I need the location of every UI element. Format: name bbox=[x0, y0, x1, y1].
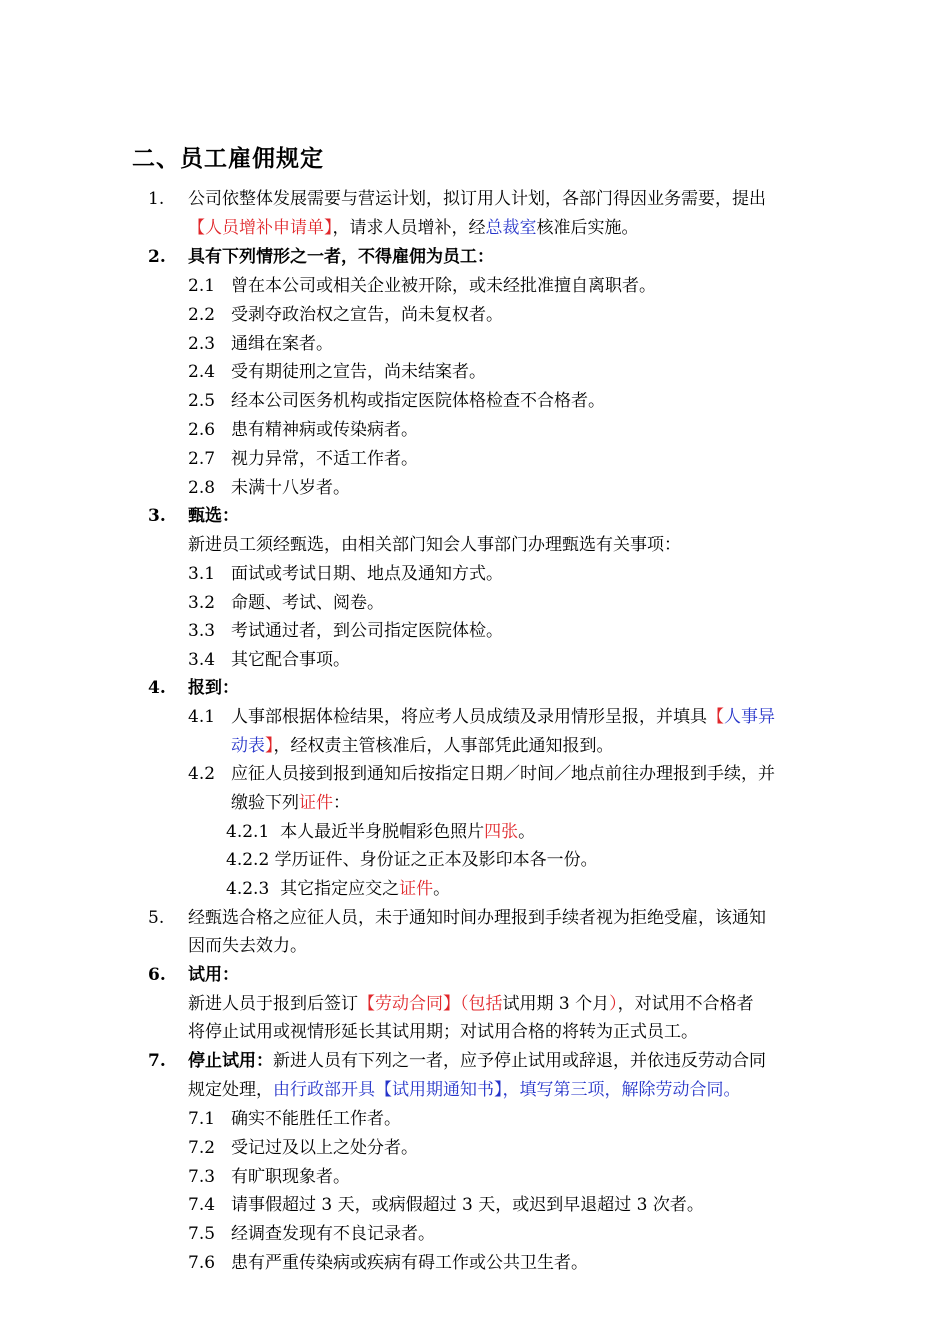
subitem-number: 2.1 bbox=[188, 276, 216, 296]
subitem-number: 3.2 bbox=[188, 592, 216, 613]
subitem-text: 确实不能胜任工作者。 bbox=[231, 1109, 401, 1129]
subitem-number: 2.5 bbox=[188, 391, 216, 412]
subitem-number: 2.4 bbox=[188, 362, 216, 383]
photo-count: 四张 bbox=[484, 822, 519, 842]
item-title: 试用： bbox=[188, 965, 239, 985]
subitem-number: 2.6 bbox=[188, 420, 216, 440]
subsubitem bbox=[226, 818, 535, 846]
item-text: 具有下列情形之一者，不得雇佣为员工： bbox=[188, 247, 494, 267]
item-text bbox=[188, 990, 754, 1018]
item-text bbox=[188, 1076, 741, 1104]
text-fragment: 缴验下列 bbox=[231, 793, 299, 813]
item-text: 经甄选合格之应征人员，未于通知时间办理报到手续者视为拒绝受雇，该通知 bbox=[188, 908, 766, 928]
subitem-number: 2.8 bbox=[188, 477, 216, 498]
subitem-number: 7.3 bbox=[188, 1166, 216, 1187]
subsubitem bbox=[226, 846, 598, 874]
subitem-text: 有旷职现象者。 bbox=[231, 1166, 350, 1187]
subitem-text: 受剥夺政治权之宣告，尚未复权者。 bbox=[231, 304, 503, 325]
text-fragment: 其它指定应交之 bbox=[280, 879, 400, 899]
text-fragment: 。 bbox=[433, 879, 451, 899]
subitem-text: 面试或考试日期、地点及通知方式。 bbox=[231, 564, 503, 584]
subitem-text: 经调查发现有不良记录者。 bbox=[231, 1224, 435, 1245]
item-number: 1. bbox=[148, 189, 165, 209]
subitem-text: 患有精神病或传染病者。 bbox=[231, 420, 418, 440]
subitem-text: 患有严重传染病或疾病有碍工作或公共卫生者。 bbox=[231, 1253, 588, 1273]
subitem-number: 2.2 bbox=[188, 304, 216, 325]
item-number: 7. bbox=[148, 1051, 166, 1071]
subsubitem-number: 4.2.3 bbox=[226, 879, 270, 899]
probation-notice-instruction: 由行政部开具【试用期通知书】，填写第三项，解除劳动合同。 bbox=[273, 1080, 741, 1100]
text-fragment: ，对试用不合格者 bbox=[617, 994, 754, 1014]
item-text: 将停止试用或视情形延长其试用期；对试用合格的将转为正式员工。 bbox=[188, 1022, 698, 1042]
text-fragment: ： bbox=[333, 793, 350, 813]
item-text bbox=[188, 214, 639, 242]
subitem-number: 4.2 bbox=[188, 764, 216, 784]
item-text: 因而失去效力。 bbox=[188, 936, 307, 956]
form-name-personnel-change: 人事异 bbox=[724, 707, 775, 727]
subitem-text bbox=[231, 789, 350, 817]
form-name-personnel-request: 【人员增补申请单】 bbox=[188, 218, 333, 238]
subitem-number: 2.3 bbox=[188, 333, 216, 354]
bracket: 【 bbox=[707, 707, 724, 727]
subitem-text bbox=[231, 732, 614, 760]
subitem-text: 其它配合事项。 bbox=[231, 650, 350, 671]
subitem-text: 通缉在案者。 bbox=[231, 333, 333, 354]
text-fragment: 本人最近半身脱帽彩色照片 bbox=[280, 822, 485, 842]
item-title: 停止试用： bbox=[188, 1051, 273, 1071]
text-fragment: 核准后实施。 bbox=[536, 218, 639, 238]
subitem-number: 3.3 bbox=[188, 621, 216, 642]
subitem-number: 2.7 bbox=[188, 448, 216, 469]
item-number: 6. bbox=[148, 965, 166, 985]
item-text: 新进员工须经甄选，由相关部门知会人事部门办理甄选有关事项： bbox=[188, 535, 681, 555]
documents-word: 证件 bbox=[299, 793, 333, 813]
text-fragment: 新进人员有下列之一者，应予停止试用或辞退，并依违反劳动合同 bbox=[273, 1051, 766, 1071]
subitem-number: 4.1 bbox=[188, 707, 216, 727]
item-text: 公司依整体发展需要与营运计划，拟订用人计划，各部门得因业务需要，提出 bbox=[188, 189, 766, 209]
subitem-text: 视力异常，不适工作者。 bbox=[231, 448, 418, 469]
text-fragment: ，请求人员增补，经 bbox=[332, 218, 486, 238]
form-name-personnel-change: 动表 bbox=[231, 736, 265, 756]
subsubitem-number: 4.2.2 bbox=[226, 850, 270, 870]
item-number: 4. bbox=[148, 678, 166, 698]
text-fragment: 新进人员于报到后签订 bbox=[188, 994, 358, 1014]
text-fragment: 学历证件、身份证之正本及影印本各一份。 bbox=[274, 850, 598, 870]
subitem-text: 应征人员接到报到通知后按指定日期／时间／地点前往办理报到手续，并 bbox=[231, 764, 775, 784]
text-fragment: ，经权责主管核准后，人事部凭此通知报到。 bbox=[273, 736, 614, 756]
section-title: 二、员工雇佣规定 bbox=[132, 146, 324, 172]
documents-word: 证件 bbox=[399, 879, 434, 899]
item-number: 2. bbox=[148, 247, 166, 267]
item-number: 5. bbox=[148, 908, 165, 928]
subitem-text: 受记过及以上之处分者。 bbox=[231, 1137, 418, 1158]
office-name: 总裁室 bbox=[485, 218, 537, 238]
subitem-text: 曾在本公司或相关企业被开除，或未经批准擅自离职者。 bbox=[231, 276, 656, 296]
labor-contract: 【劳动合同】（包括 bbox=[358, 994, 503, 1014]
text-fragment: 人事部根据体检结果，将应考人员成绩及录用情形呈报，并填具 bbox=[231, 707, 707, 727]
subitem-number: 7.1 bbox=[188, 1109, 216, 1129]
subitem-text: 未满十八岁者。 bbox=[231, 477, 350, 498]
item-number: 3. bbox=[148, 506, 166, 526]
item-title: 甄选： bbox=[188, 506, 239, 526]
paren: ） bbox=[609, 994, 618, 1014]
subitem-number: 7.2 bbox=[188, 1137, 216, 1158]
bracket: 】 bbox=[265, 736, 274, 756]
text-fragment: 。 bbox=[518, 822, 536, 842]
probation-period: 试用期 3 个月 bbox=[502, 994, 610, 1014]
subitem-number: 3.4 bbox=[188, 650, 216, 671]
subitem-text: 受有期徒刑之宣告，尚未结案者。 bbox=[231, 362, 486, 383]
subitem-number: 7.4 bbox=[188, 1195, 216, 1216]
subitem-text: 命题、考试、阅卷。 bbox=[231, 592, 384, 613]
subitem-text: 经本公司医务机构或指定医院体格检查不合格者。 bbox=[231, 391, 605, 412]
item-title: 报到： bbox=[188, 678, 239, 698]
subitem-text: 请事假超过 3 天，或病假超过 3 天，或迟到早退超过 3 次者。 bbox=[231, 1195, 704, 1216]
subitem-number: 7.5 bbox=[188, 1224, 216, 1245]
item-text bbox=[188, 1047, 766, 1075]
subitem-number: 7.6 bbox=[188, 1253, 216, 1273]
subitem-text: 考试通过者，到公司指定医院体检。 bbox=[231, 621, 503, 642]
text-fragment: 规定处理， bbox=[188, 1080, 273, 1100]
subsubitem-number: 4.2.1 bbox=[226, 822, 270, 842]
subitem-number: 3.1 bbox=[188, 564, 216, 584]
subsubitem bbox=[226, 875, 450, 903]
subitem-text bbox=[231, 703, 775, 731]
